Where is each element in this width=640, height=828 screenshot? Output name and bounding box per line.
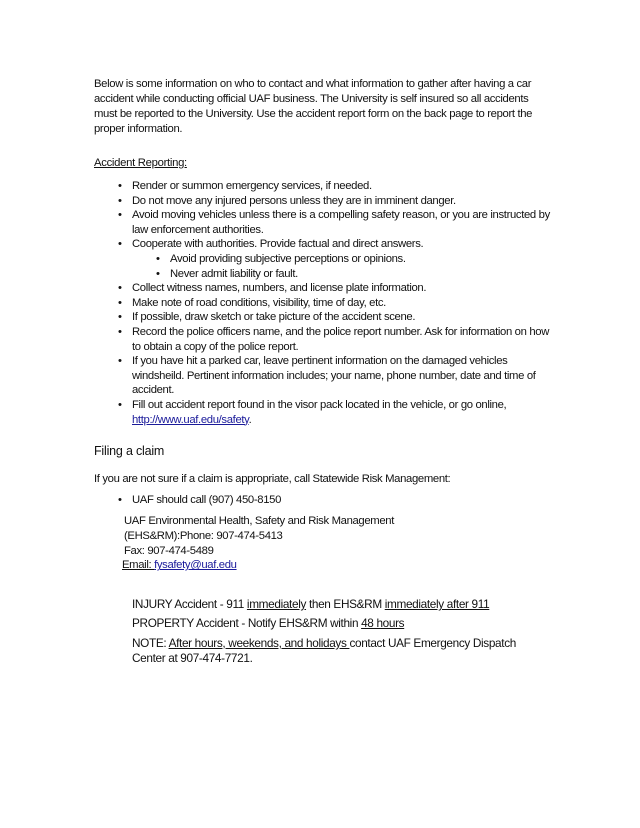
office-name: UAF Environmental Health, Safety and Risk Management [124,515,395,527]
office-phone: (EHS&RM):Phone: 907-474-5413 [124,529,283,542]
office-fax: Fax: 907-474-5489 [124,544,214,557]
list-item: • Avoid moving vehicles unless there is a compelling safety reason, or you are instructed by law enforcement authorities. [118,208,558,237]
injury-mid: then EHS&RM [306,597,385,611]
sub-list-item: • Never admit liability or fault. [156,267,558,282]
accident-reporting-list [118,179,558,427]
email-label: Email: [122,559,155,572]
property-note [132,616,552,631]
list-item: • Collect witness names, numbers, and license plate information. [118,281,558,296]
note-prefix: NOTE: [132,636,169,650]
property-prefix: PROPERTY Accident - Notify EHS&RM within [132,616,362,630]
list-item: • If you have hit a parked car, leave pertinent information on the damaged vehicles windsheild. Pertinent information includes; your name, phone number, date and time of accident. [118,354,558,398]
injury-prefix: INJURY Accident - 911 [132,597,247,611]
list-item [118,398,558,427]
list-item: • Render or summon emergency services, if needed. [118,179,558,194]
filing-list [118,493,538,508]
office-email-line [122,558,524,573]
list-item: • Make note of road conditions, visibility, time of day, etc. [118,296,558,311]
filing-intro: If you are not sure if a claim is appropriate, call Statewide Risk Management: [94,473,451,485]
sub-list-item: • Avoid providing subjective perceptions or opinions. [156,252,558,267]
link-tail: . [248,413,252,426]
email-link[interactable]: fysafety@uaf.edu [154,559,237,572]
property-hours: 48 hours [361,616,405,630]
intro-paragraph: Below is some information on who to contact and what information to gather after having a car accident while conducting official UAF business. The University is self insured so all accidents must be reported to the University. Use the accident report form on the back page to report the proper information. [94,78,533,135]
list-item: • If possible, draw sketch or take picture of the accident scene. [118,310,558,325]
safety-link[interactable]: http://www.uaf.edu/safety [132,413,249,426]
list-item-text: Fill out accident report found in the visor pack located in the vehicle, or go online, [132,398,507,411]
note-after-hours: After hours, weekends, and holidays [168,636,350,650]
after-hours-note [132,636,532,666]
list-item-text: Cooperate with authorities. Provide factual and direct answers. [132,238,424,251]
sub-list [132,252,558,281]
injury-after: immediately after 911 [384,597,490,611]
accident-reporting-heading: Accident Reporting: [94,157,187,169]
list-item [118,237,558,281]
filing-claim-heading: Filing a claim [94,444,165,458]
note-tail: contact UAF Emergency Dispatch Center at 907-474-7721. [132,636,516,665]
list-item: • UAF should call (907) 450-8150 [118,493,538,508]
injury-note [132,597,552,612]
injury-immediately: immediately [246,597,307,611]
list-item: • Record the police officers name, and the police report number. Ask for information on how to obtain a copy of the police report. [118,325,558,354]
office-contact-block [124,514,524,573]
list-item: • Do not move any injured persons unless they are in imminent danger. [118,194,558,209]
